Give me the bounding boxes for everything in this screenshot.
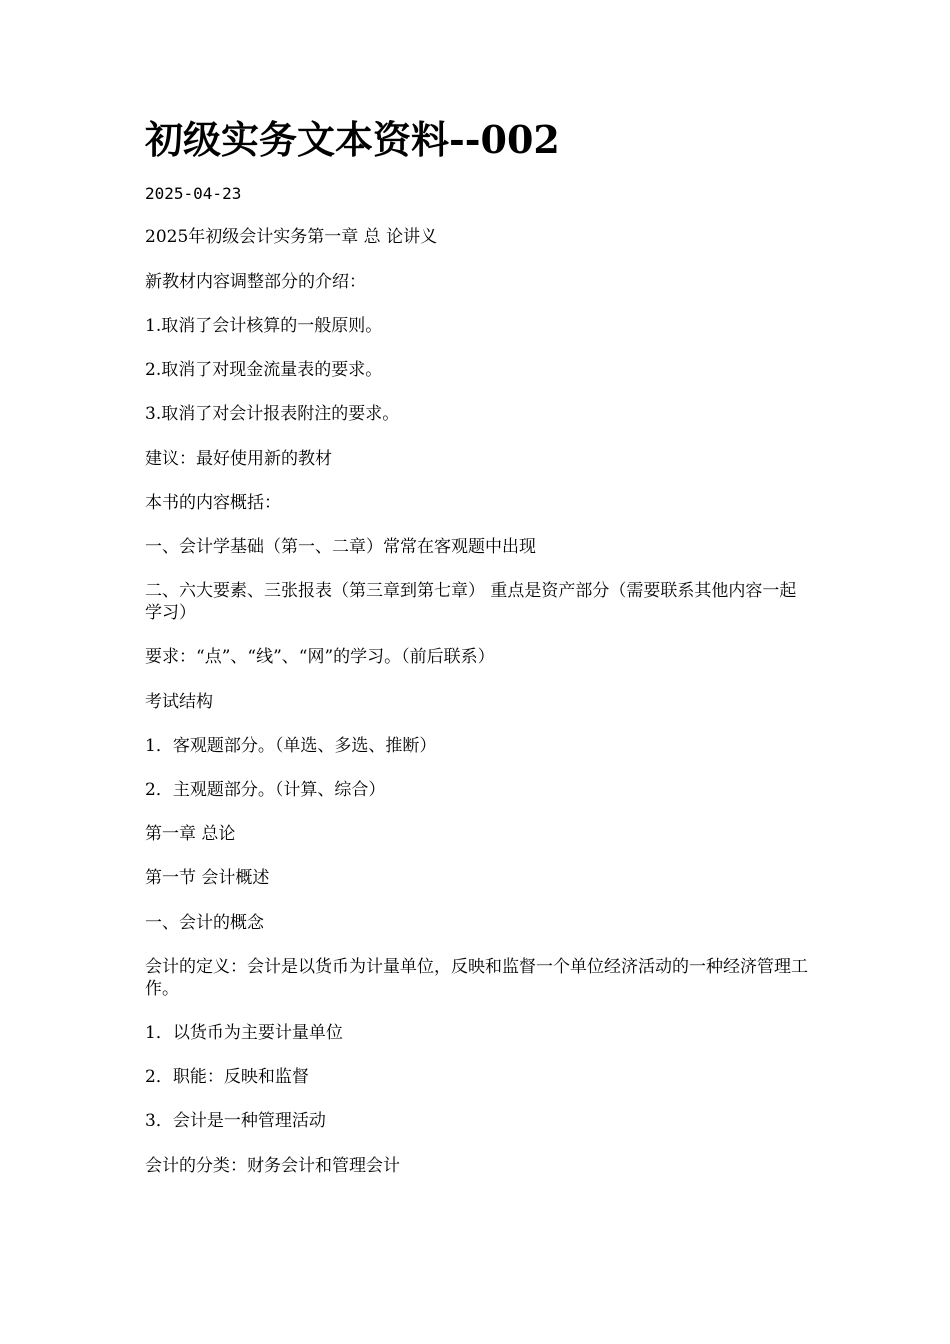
paragraph-section-1: 第一节 会计概述 xyxy=(145,868,270,888)
paragraph-summary-1: 一、会计学基础（第一、二章）常常在客观题中出现 xyxy=(145,537,536,557)
paragraph-point-2: 2．职能：反映和监督 xyxy=(145,1067,309,1087)
paragraph-point-1: 1．以货币为主要计量单位 xyxy=(145,1023,343,1043)
document-title: 初级实务文本资料--002 xyxy=(145,117,560,162)
paragraph-suggestion: 建议：最好使用新的教材 xyxy=(145,449,332,469)
paragraph-lecture-heading: 2025年初级会计实务第一章 总 论讲义 xyxy=(145,227,438,247)
paragraph-exam-structure: 考试结构 xyxy=(145,692,213,712)
paragraph-item-3: 3.取消了对会计报表附注的要求。 xyxy=(145,404,400,424)
paragraph-exam-objective: 1．客观题部分。（单选、多选、推断） xyxy=(145,736,437,756)
paragraph-chapter-1: 第一章 总论 xyxy=(145,824,236,844)
paragraph-requirement: 要求：“点”、“线”、“网”的学习。（前后联系） xyxy=(145,647,495,667)
paragraph-summary-heading: 本书的内容概括： xyxy=(145,493,281,513)
paragraph-item-1: 1.取消了会计核算的一般原则。 xyxy=(145,316,383,336)
paragraph-classification: 会计的分类：财务会计和管理会计 xyxy=(145,1156,400,1176)
paragraph-definition: 会计的定义：会计是以货币为计量单位，反映和监督一个单位经济活动的一种经济管理工作。 xyxy=(145,957,808,999)
paragraph-point-3: 3．会计是一种管理活动 xyxy=(145,1111,326,1131)
paragraph-exam-subjective: 2．主观题部分。（计算、综合） xyxy=(145,780,386,800)
paragraph-concept-heading: 一、会计的概念 xyxy=(145,913,264,933)
paragraph-new-textbook-intro: 新教材内容调整部分的介绍： xyxy=(145,272,366,292)
paragraph-summary-2: 二、六大要素、三张报表（第三章到第七章） 重点是资产部分（需要联系其他内容一起学习） xyxy=(145,581,797,623)
paragraph-item-2: 2.取消了对现金流量表的要求。 xyxy=(145,360,383,380)
document-date: 2025-04-23 xyxy=(145,184,242,203)
